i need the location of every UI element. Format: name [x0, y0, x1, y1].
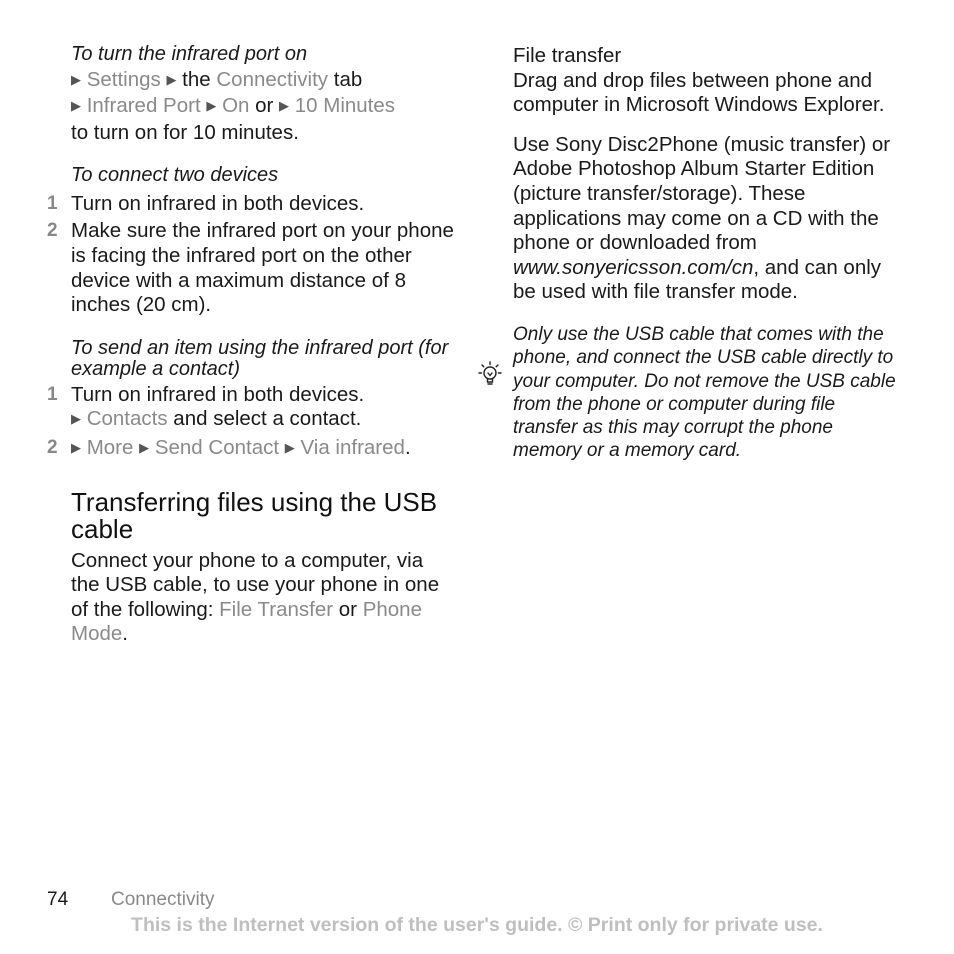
tip-lightbulb-icon: [476, 360, 504, 388]
step-number: 1: [47, 192, 58, 214]
menu-send-contact: Send Contact: [154, 435, 280, 459]
menu-contacts: Contacts: [86, 407, 168, 431]
menu-infrared-port: Infrared Port: [86, 94, 201, 118]
arrow-icon: ▶: [71, 98, 81, 114]
file-transfer-paragraph: Drag and drop files between phone and computer in Microsoft Windows Explorer.: [513, 68, 885, 117]
menu-via-infrared: Via infrared: [300, 435, 405, 459]
arrow-icon: ▶: [284, 439, 295, 455]
menu-more: More: [86, 435, 134, 459]
menu-settings: Settings: [86, 67, 161, 91]
arrow-icon: ▶: [139, 439, 150, 455]
menu-file-transfer: File Transfer: [219, 597, 334, 621]
website-link: www.sonyericsson.com/cn: [513, 255, 754, 279]
menu-on: On: [222, 94, 250, 118]
right-column: [513, 44, 903, 463]
instruction-heading: To send an item using the infrared port (for example a contact): [71, 336, 449, 381]
instruction-path: ▶ Settings ▶ the Connectivity tab ▶ Infrared Port ▶ On or ▶ 10 Minutes to turn on for 10 minutes.: [71, 67, 396, 144]
step-item: [47, 382, 456, 434]
menu-connectivity: Connectivity: [216, 67, 329, 91]
instruction-heading: To connect two devices: [71, 164, 279, 187]
copyright-note: This is the Internet version of the user's guide. © Print only for private use.: [131, 914, 823, 936]
instruction-heading: To turn the infrared port on: [71, 43, 308, 65]
step-text: Turn on infrared in both devices. ▶ Contacts and select a contact.: [71, 382, 365, 431]
left-column: [47, 43, 456, 647]
software-paragraph: Use Sony Disc2Phone (music transfer) or Adobe Photoshop Album Starter Edition (picture transfer/storage). These applications may come on a CD with the phone or downloaded from www.sonyericsson.com/cn, and can only be used with file transfer mode.: [513, 132, 891, 304]
section-title: Transferring files using the USB cable: [71, 486, 438, 544]
arrow-icon: ▶: [71, 411, 81, 427]
page-number: 74: [47, 889, 69, 910]
step-text: ▶ More ▶ Send Contact ▶ Via infrared.: [71, 435, 411, 459]
menu-10-minutes: 10 Minutes: [294, 94, 396, 118]
arrow-icon: ▶: [71, 439, 81, 455]
arrow-icon: ▶: [279, 98, 290, 114]
step-text: Make sure the infrared port on your phone is facing the infrared port on the other device with a maximum distance of 8 inches (20 cm).: [71, 219, 454, 317]
step-text: Turn on infrared in both devices.: [71, 191, 365, 215]
step-item: [47, 219, 456, 317]
subheading-file-transfer: File transfer: [513, 44, 622, 67]
arrow-icon: ▶: [71, 71, 81, 87]
step-number: 1: [47, 383, 58, 405]
step-number: 2: [47, 436, 58, 458]
step-item: [47, 191, 456, 217]
menu-phone-mode: Phone Mode: [71, 597, 422, 646]
usb-paragraph: Connect your phone to a computer, via the USB cable, to use your phone in one of the following: File Transfer or Phone Mode.: [71, 548, 440, 646]
arrow-icon: ▶: [206, 98, 217, 114]
step-number: 2: [47, 220, 58, 242]
arrow-icon: ▶: [166, 71, 177, 87]
tip-text: Only use the USB cable that comes with the phone, and connect the USB cable directly to your computer. Do not remove the USB cable from the phone or computer during file transfer as this may corrupt the phone memory or a memory card.: [513, 323, 896, 462]
step-item: [47, 435, 456, 463]
section-name: Connectivity: [111, 889, 215, 910]
